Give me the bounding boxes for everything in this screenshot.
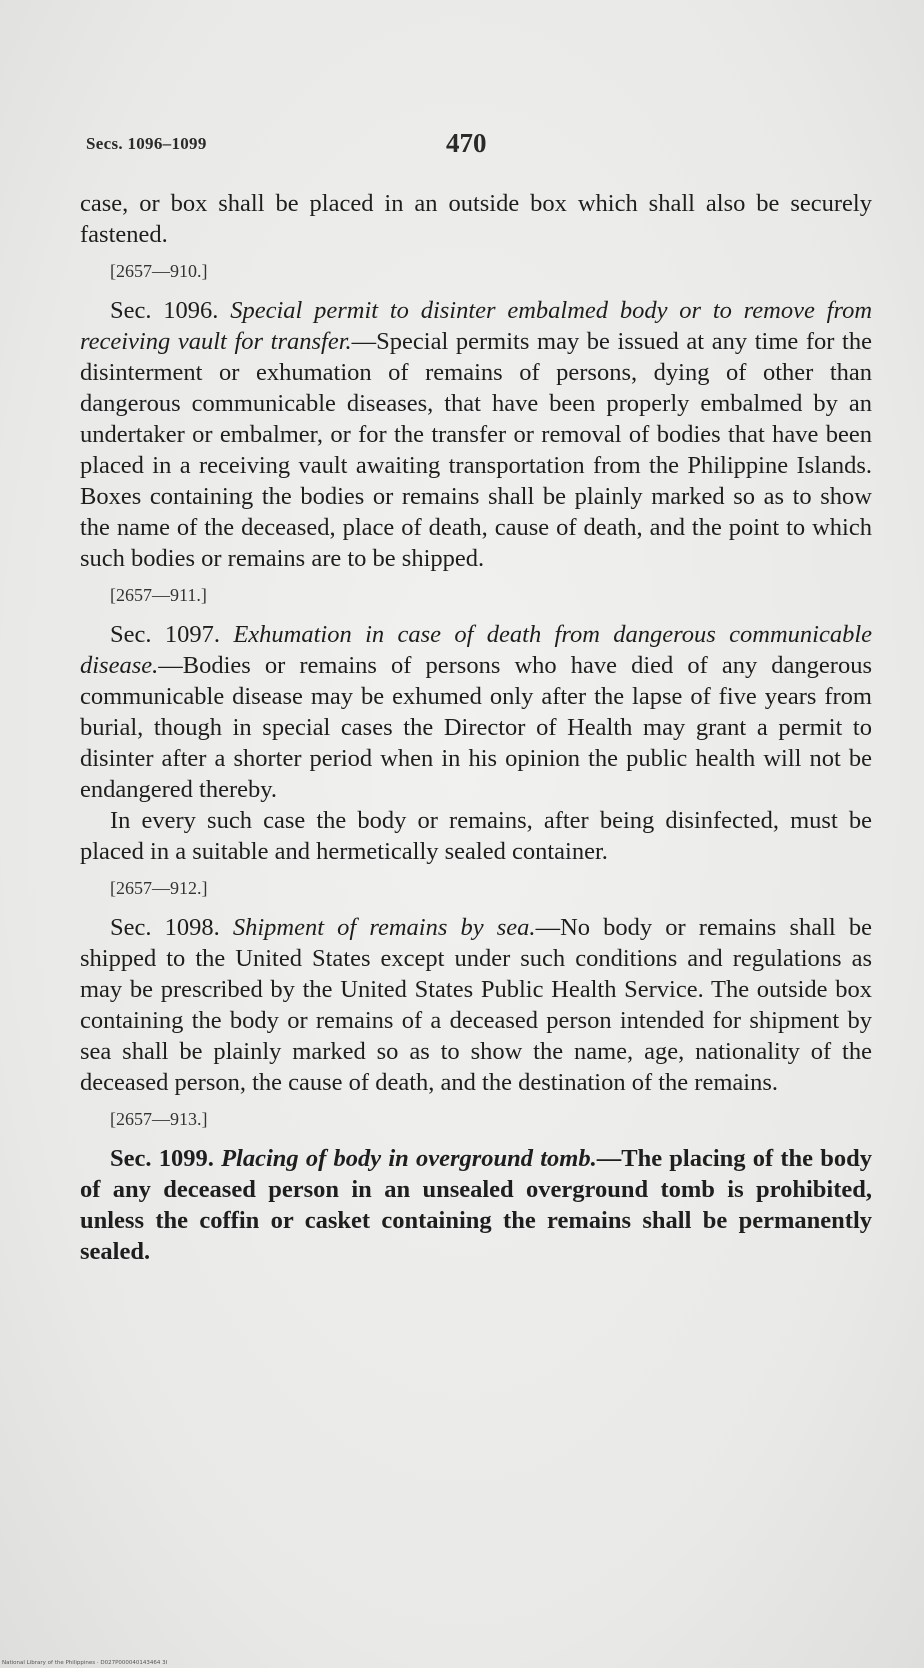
source-reference: [2657—912.]: [110, 878, 208, 898]
source-reference: [2657—910.]: [110, 261, 208, 281]
source-reference: [2657—911.]: [110, 585, 207, 605]
section-number: Sec. 1096.: [110, 297, 219, 324]
section-caption: Exhumation in case of death from dangerous communicable disease.: [80, 621, 873, 679]
section-1096: [80, 295, 872, 574]
section-caption: Special permit to disinter embalmed body or to remove from receiving vault for transfer.: [80, 297, 873, 355]
page-number: 470: [446, 128, 487, 158]
continued-paragraph: case, or box shall be placed in an outside box which shall also be securely fastened.: [80, 190, 872, 248]
section-number: Sec. 1098.: [110, 914, 220, 941]
section-caption: Placing of body in overground tomb.: [221, 1145, 597, 1172]
section-caption: Shipment of remains by sea.: [232, 914, 536, 941]
section-1099: [80, 1143, 872, 1267]
scan-source-label: National Library of the Philippines · D027P000040143464 3I: [2, 1660, 168, 1666]
page-header: [86, 128, 846, 168]
section-range-label: Secs. 1096–1099: [86, 134, 207, 153]
section-1097: [80, 619, 872, 805]
section-text: —The placing of the body of any deceased person in an unsealed overground tomb is prohibited, unless the coffin or casket containing the remains shall be permanently sealed.: [80, 1145, 873, 1265]
section-text: —No body or remains shall be shipped to the United States except under such conditions and regulations as may be prescribed by the United States Public Health Service. The outside box containing the body or remains of a deceased person intended for shipment by sea shall be plainly marked so as to show the name, age, nationality of the deceased person, the cause of death, and the destination of the remains.: [80, 914, 872, 1096]
section-text: —Special permits may be issued at any time for the disinterment or exhumation of remains of persons, dying of other than dangerous communicable diseases, that have been properly embalmed by an undertaker or embalmer, or for the transfer or removal of bodies that have been placed in a receiving vault awaiting transportation from the Philippine Islands. Boxes containing the bodies or remains shall be plainly marked so as to show the name of the deceased, place of death, cause of death, and the point to which such bodies or remains are to be shipped.: [80, 328, 872, 572]
section-1098: [80, 912, 872, 1098]
section-number: Sec. 1097.: [110, 621, 220, 648]
section-text: —Bodies or remains of persons who have died of any dangerous communicable disease may be exhumed only after the lapse of five years from burial, though in special cases the Director of Health may grant a permit to disinter after a shorter period when in his opinion the public health will not be endangered thereby.: [80, 652, 872, 803]
document-body: [80, 188, 872, 1267]
section-number: Sec. 1099.: [110, 1145, 214, 1172]
section-1097-continued: In every such case the body or remains, after being disinfected, must be placed in a suitable and hermetically sealed container.: [80, 807, 872, 865]
source-reference: [2657—913.]: [110, 1109, 208, 1129]
